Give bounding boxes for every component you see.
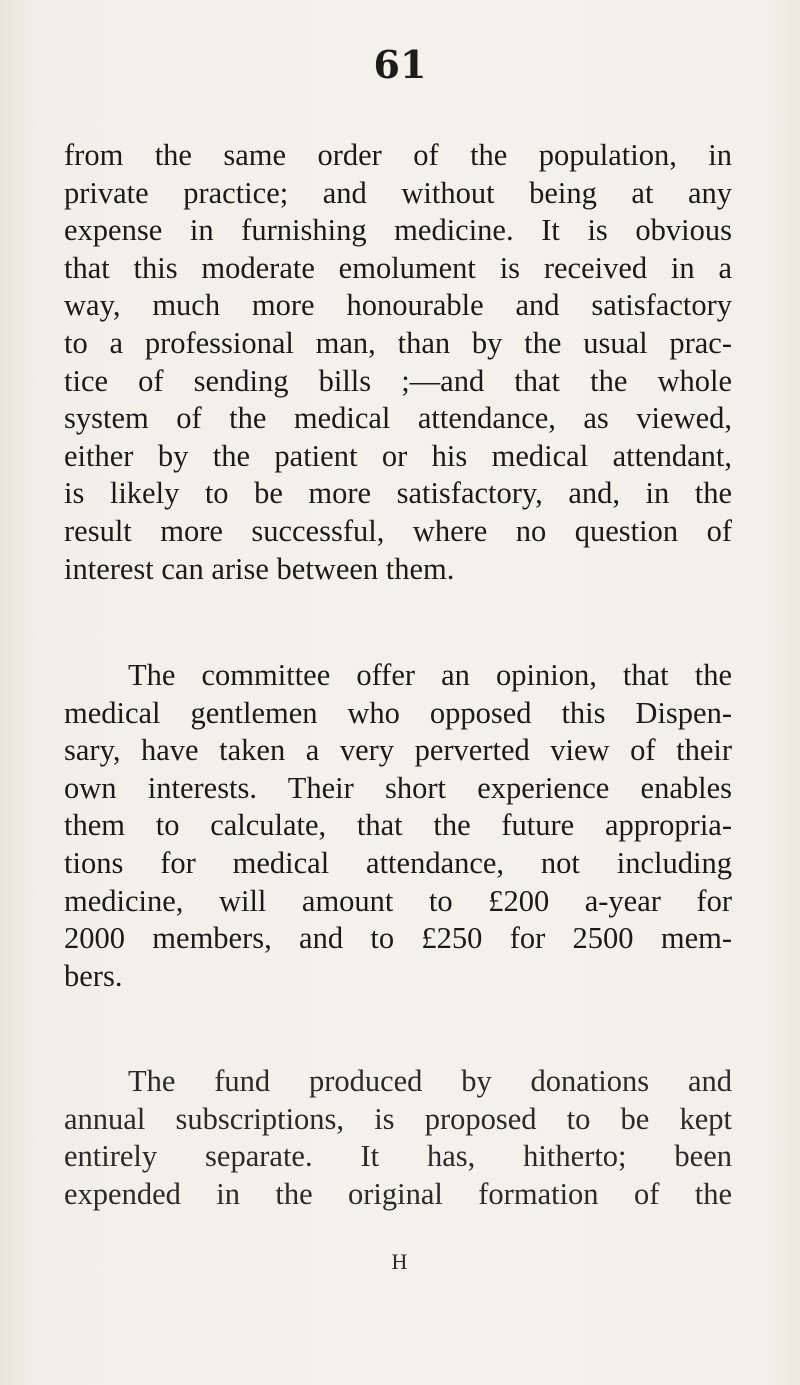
text-line: bers. <box>64 958 123 993</box>
text-line: tions for medical attendance, not including <box>64 845 732 880</box>
text-line: sary, have taken a very perverted view of their <box>64 733 732 768</box>
text-line: private practice; and without being at any <box>64 175 732 210</box>
text-line: interest can arise between them. <box>64 551 455 586</box>
text-line: that this moderate emolument is received in a <box>64 250 732 285</box>
text-line: medical gentlemen who opposed this Dispen- <box>64 695 732 730</box>
paragraph-1 <box>64 137 732 588</box>
paragraph-2 <box>64 657 732 995</box>
text-line: is likely to be more satisfactory, and, in the <box>64 476 732 511</box>
text-line: expended in the original formation of the <box>64 1176 732 1211</box>
text-line: either by the patient or his medical attendant, <box>64 438 732 473</box>
text-line: 2000 members, and to £250 for 2500 mem- <box>64 921 732 956</box>
text-line: from the same order of the population, in <box>64 138 732 172</box>
text-line: way, much more honourable and satisfactory <box>64 288 732 323</box>
text-line: result more successful, where no question of <box>64 513 732 548</box>
page-number: 61 <box>373 42 427 87</box>
text-line: to a professional man, than by the usual prac- <box>64 325 732 360</box>
signature-mark: H <box>391 1249 409 1274</box>
text-line: The committee offer an opinion, that the <box>128 658 732 692</box>
text-line: expense in furnishing medicine. It is obvious <box>64 213 732 248</box>
paragraph-3 <box>64 1063 732 1213</box>
text-line: entirely separate. It has, hitherto; been <box>64 1139 732 1174</box>
text-line: medicine, will amount to £200 a-year for <box>64 883 732 918</box>
text-line: them to calculate, that the future appropria- <box>64 808 732 843</box>
text-line: The fund produced by donations and <box>128 1064 732 1098</box>
text-line: tice of sending bills ;—and that the whole <box>64 363 732 398</box>
text-line: system of the medical attendance, as viewed, <box>64 401 732 436</box>
text-line: own interests. Their short experience enables <box>64 770 732 805</box>
text-line: annual subscriptions, is proposed to be kept <box>64 1101 732 1136</box>
